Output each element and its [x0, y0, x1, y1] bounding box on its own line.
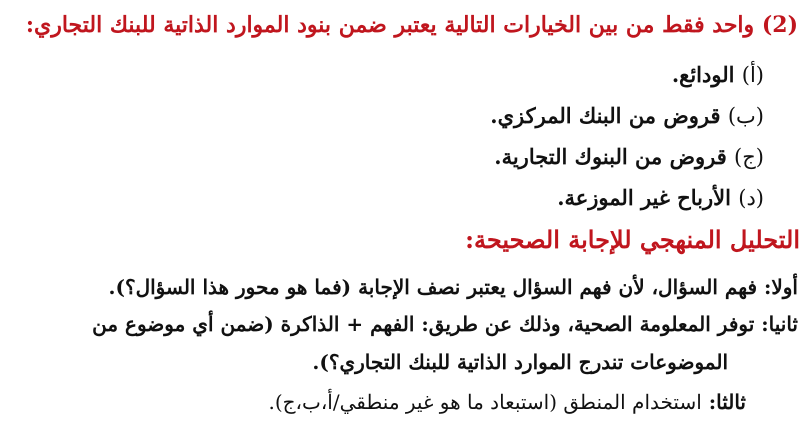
option-a [672, 64, 764, 86]
option-text: الأرباح غير الموزعة. [557, 185, 731, 210]
step-label: أولا: [763, 275, 798, 299]
option-c [494, 146, 764, 168]
option-text: قروض من البنوك التجارية. [494, 144, 727, 169]
option-letter: (د) [738, 186, 764, 210]
step-text: توفر المعلومة الصحية، وذلك عن طريق: الفهم + الذاكرة (ضمن أي موضوع من [92, 312, 755, 336]
option-letter: (أ) [741, 63, 764, 87]
section-title: التحليل المنهجي للإجابة الصحيحة: [465, 225, 800, 254]
option-letter: (ب) [727, 104, 764, 128]
step-label: ثانيا: [761, 312, 798, 336]
option-b [490, 105, 764, 127]
option-text: قروض من البنك المركزي. [490, 103, 721, 128]
step-first [109, 277, 798, 297]
question-number: (2) [761, 12, 798, 38]
step-third [268, 392, 746, 412]
step-text: استخدام المنطق (استبعاد ما هو غير منطقي/أ،ب،ج). [268, 390, 702, 414]
option-text: الودائع. [671, 62, 735, 87]
step-label: ثالثا: [708, 390, 746, 414]
step-second [92, 314, 798, 334]
option-letter: (ج) [734, 145, 764, 169]
option-d [557, 187, 764, 209]
step-text: فهم السؤال، لأن فهم السؤال يعتبر نصف الإجابة (فما هو محور هذا السؤال؟). [108, 275, 758, 299]
step-second-continuation: الموضوعات تندرج الموارد الذاتية للبنك التجاري؟). [312, 350, 728, 374]
question-text: واحد فقط من بين الخيارات التالية يعتبر ضمن بنود الموارد الذاتية للبنك التجاري: [25, 12, 755, 38]
question-heading [26, 14, 798, 36]
